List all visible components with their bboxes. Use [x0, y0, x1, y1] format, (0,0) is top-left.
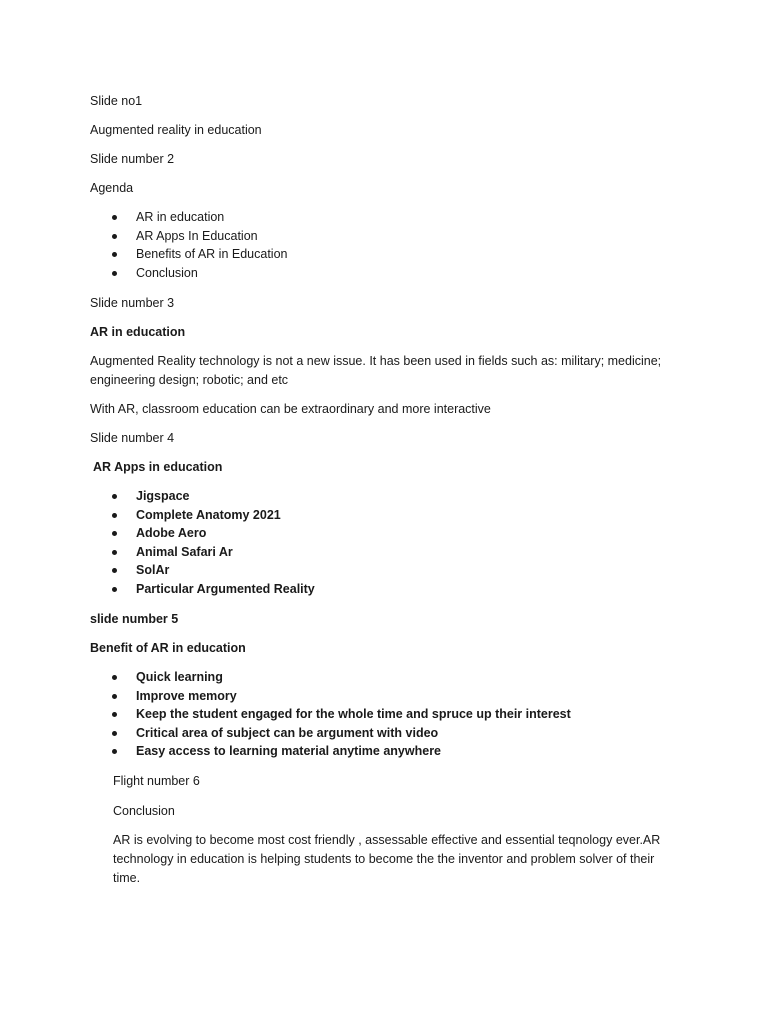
list-item: AR in education — [112, 208, 287, 227]
benefits-list — [112, 668, 571, 761]
slide3-title: AR in education — [90, 325, 186, 339]
list-item: SolAr — [112, 561, 315, 580]
list-item: Benefits of AR in Education — [112, 245, 287, 264]
slide3-heading: Slide number 3 — [90, 296, 175, 310]
list-item: Critical area of subject can be argument with video — [112, 724, 571, 743]
slide6-paragraph: AR is evolving to become most cost friendly , assessable effective and essential teqnology ever.AR technology in education is helping students to become the the inventor and problem solver of their time. — [113, 833, 661, 885]
list-item: AR Apps In Education — [112, 227, 287, 246]
list-item: Improve memory — [112, 687, 571, 706]
slide6-title: Conclusion — [113, 804, 175, 818]
list-item: Jigspace — [112, 487, 315, 506]
list-item: Keep the student engaged for the whole time and spruce up their interest — [112, 705, 571, 724]
slide6-heading: Flight number 6 — [113, 774, 200, 788]
list-item: Animal Safari Ar — [112, 543, 315, 562]
slide4-title: AR Apps in education — [93, 460, 223, 474]
slide3-paragraph-2: With AR, classroom education can be extraordinary and more interactive — [90, 402, 491, 416]
slide1-heading: Slide no1 — [90, 94, 143, 108]
slide5-heading: slide number 5 — [90, 612, 179, 626]
slide2-title: Agenda — [90, 181, 134, 195]
list-item: Conclusion — [112, 264, 287, 283]
agenda-list — [112, 208, 287, 282]
list-item: Particular Argumented Reality — [112, 580, 315, 599]
list-item: Complete Anatomy 2021 — [112, 506, 315, 525]
list-item: Quick learning — [112, 668, 571, 687]
slide1-title: Augmented reality in education — [90, 123, 262, 137]
slide2-heading: Slide number 2 — [90, 152, 175, 166]
ar-apps-list — [112, 487, 315, 599]
list-item: Adobe Aero — [112, 524, 315, 543]
list-item: Easy access to learning material anytime anywhere — [112, 742, 571, 761]
slide5-title: Benefit of AR in education — [90, 641, 246, 655]
slide4-heading: Slide number 4 — [90, 431, 175, 445]
slide3-paragraph-1: Augmented Reality technology is not a new issue. It has been used in fields such as: military; medicine; engineering design; robotic; and etc — [90, 354, 662, 387]
